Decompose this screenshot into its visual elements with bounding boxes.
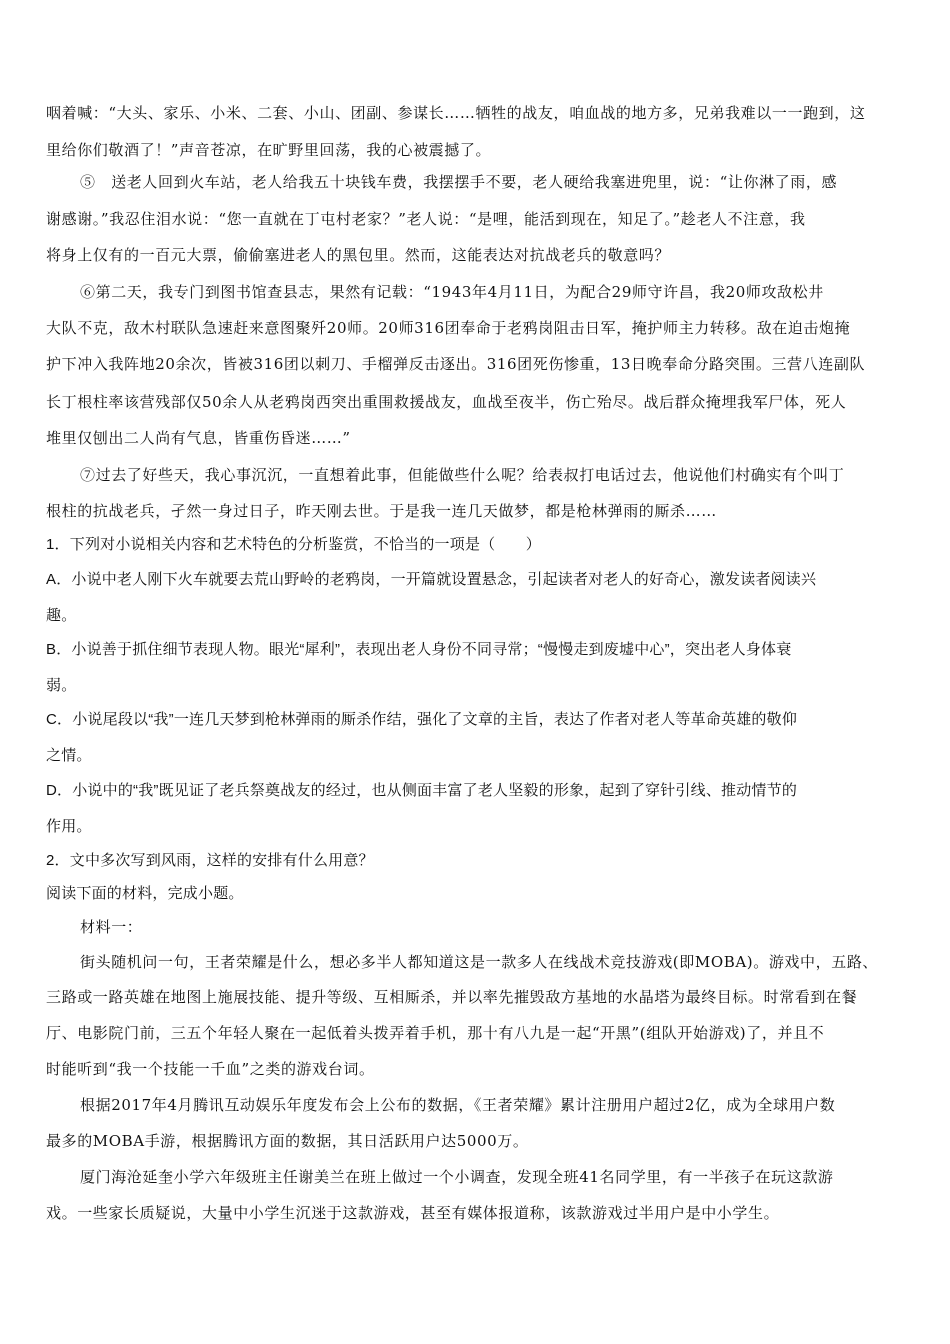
material-line: 三路或一路英雄在地图上施展技能、提升等级、互相厮杀，并以率先摧毁敌方基地的水晶塔为最终目标。时常看到在餐 bbox=[46, 988, 858, 1006]
passage-line: 堆里仅刨出二人尚有气息，皆重伤昏迷……” bbox=[46, 429, 351, 447]
option-d: D．小说中的“我”既见证了老兵祭奠战友的经过，也从侧面丰富了老人坚毅的形象，起到了穿针引线、推动情节的 bbox=[46, 782, 798, 799]
material-line: 厦门海沧延奎小学六年级班主任谢美兰在班上做过一个小调查，发现全班41名同学里，有一半孩子在玩这款游 bbox=[80, 1168, 834, 1186]
passage-line: ⑤ 送老人回到火车站，老人给我五十块钱车费，我摆摆手不要，老人硬给我塞进兜里，说：“让你淋了雨，感 bbox=[80, 173, 838, 191]
passage-line: ⑦过去了好些天，我心事沉沉，一直想着此事，但能做些什么呢？给表叔打电话过去，他说他们村确实有个叫丁 bbox=[80, 466, 845, 484]
material-line: 街头随机问一句，王者荣耀是什么，想必多半人都知道这是一款多人在线战术竞技游戏(即MOBA)。游戏中，五路、 bbox=[80, 953, 879, 971]
material-line: 戏。一些家长质疑说，大量中小学生沉迷于这款游戏，甚至有媒体报道称，该款游戏过半用户是中小学生。 bbox=[46, 1204, 780, 1222]
material-line: 时能听到“我一个技能一千血”之类的游戏台词。 bbox=[46, 1060, 375, 1078]
passage-line: 长丁根柱率该营残部仅50余人从老鸦岗西突出重围救援战友，血战至夜半，伤亡殆尽。战后群众掩埋我军尸体，死人 bbox=[46, 393, 847, 411]
passage-line: 将身上仅有的一百元大票，偷偷塞进老人的黑包里。然而，这能表达对抗战老兵的敬意吗？ bbox=[46, 246, 671, 264]
material-line: 根据2017年4月腾讯互动娱乐年度发布会上公布的数据，《王者荣耀》累计注册用户超过2亿，成为全球用户数 bbox=[80, 1096, 836, 1114]
passage-line: 根柱的抗战老兵，孑然一身过日子，昨天刚去世。于是我一连几天做梦，都是枪林弹雨的厮杀…… bbox=[46, 502, 717, 520]
passage-line: ⑥第二天，我专门到图书馆查县志，果然有记载：“1943年4月11日，为配合29师守许昌，我20师攻敌松井 bbox=[80, 283, 824, 301]
option-b-cont: 弱。 bbox=[46, 677, 77, 694]
passage-line: 护下冲入我阵地20余次，皆被316团以刺刀、手榴弹反击逐出。316团死伤惨重，13日晚奉命分路突围。三营八连副队 bbox=[46, 355, 866, 373]
option-c: C．小说尾段以“我”一连几天梦到枪林弹雨的厮杀作结，强化了文章的主旨，表达了作者对老人等革命英雄的敬仰 bbox=[46, 711, 798, 728]
passage-line: 大队不克，敌木村联队急速赶来意图聚歼20师。20师316团奉命于老鸦岗阻击日军，掩护师主力转移。敌在迫击炮掩 bbox=[46, 319, 851, 337]
option-a-cont: 趣。 bbox=[46, 607, 77, 624]
option-d-cont: 作用。 bbox=[46, 818, 92, 835]
option-c-cont: 之情。 bbox=[46, 747, 92, 764]
material-line: 最多的MOBA手游，根据腾讯方面的数据，其日活跃用户达5000万。 bbox=[46, 1132, 529, 1150]
question-2-stem: 2．文中多次写到风雨，这样的安排有什么用意？ bbox=[46, 852, 374, 869]
passage-line: 里给你们敬酒了！”声音苍凉，在旷野里回荡，我的心被震撼了。 bbox=[46, 141, 492, 159]
material-line: 厅、电影院门前，三五个年轻人聚在一起低着头拨弄着手机，那十有八九是一起“开黑”(组队开始游戏)了，并且不 bbox=[46, 1024, 825, 1042]
reading-instruction: 阅读下面的材料，完成小题。 bbox=[46, 885, 244, 902]
material-label: 材料一： bbox=[80, 918, 143, 936]
option-a: A．小说中老人刚下火车就要去荒山野岭的老鸦岗，一开篇就设置悬念，引起读者对老人的好奇心，激发读者阅读兴 bbox=[46, 571, 817, 588]
passage-line: 谢感谢。”我忍住泪水说：“您一直就在丁屯村老家？”老人说：“是哩，能活到现在，知足了。”趁老人不注意，我 bbox=[46, 210, 806, 228]
question-1-stem: 1．下列对小说相关内容和艺术特色的分析鉴赏，不恰当的一项是（ ） bbox=[46, 536, 541, 553]
option-b: B．小说善于抓住细节表现人物。眼光“犀利”，表现出老人身份不同寻常；“慢慢走到废墟中心”，突出老人身体衰 bbox=[46, 641, 792, 658]
passage-line: 咽着喊：“大头、家乐、小米、二套、小山、团副、参谋长……牺牲的战友，咱血战的地方多，兄弟我难以一一跑到，这 bbox=[46, 104, 866, 122]
